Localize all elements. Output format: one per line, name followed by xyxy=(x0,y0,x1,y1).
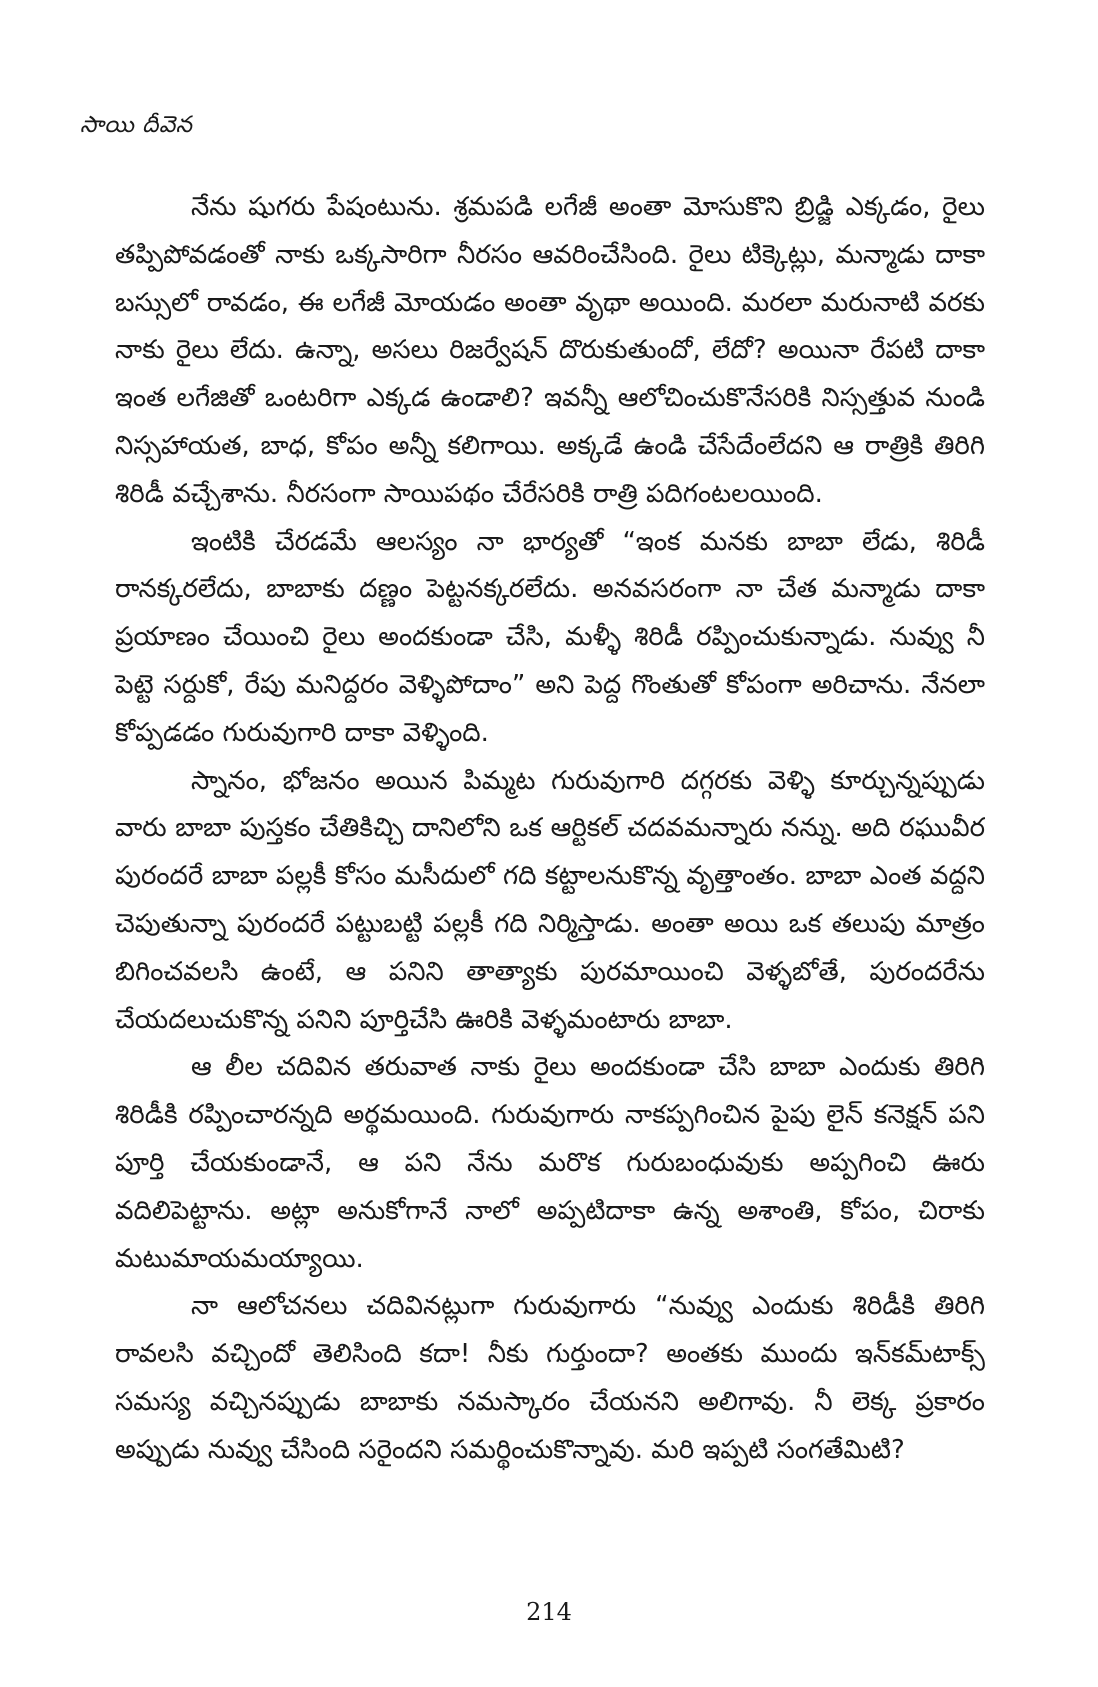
running-header: సాయి దీవెన xyxy=(80,112,193,138)
page-number: 214 xyxy=(526,1598,572,1626)
paragraph-2: ఇంటికి చేరడమే ఆలస్యం నా భార్యతో “ఇంక మనకు బాబా లేడు, శిరిడీ రానక్కరలేదు, బాబాకు దణ్ణం పెట్టనక్కరలేదు. అనవసరంగా నా చేత మన్మాడు దాకా ప్రయాణం చేయించి రైలు అందకుండా చేసి, మళ్ళీ శిరిడీ రప్పించుకున్నాడు. నువ్వు నీ పెట్టె సర్దుకో, రేపు మనిద్దరం వెళ్ళిపోదాం” అని పెద్ద గొంతుతో కోపంగా అరిచాను. నేనలా కోప్పడడం గురువుగారి దాకా వెళ్ళింది. xyxy=(115,526,985,748)
paragraph-1: నేను షుగరు పేషంటును. శ్రమపడి లగేజీ అంతా మోసుకొని బ్రిడ్జి ఎక్కడం, రైలు తప్పిపోవడంతో నాకు ఒక్కసారిగా నీరసం ఆవరించేసింది. రైలు టిక్కెట్లు, మన్మాడు దాకా బస్సులో రావడం, ఈ లగేజీ మోయడం అంతా వృథా అయింది. మరలా మరునాటి వరకు నాకు రైలు లేదు. ఉన్నా, అసలు రిజర్వేషన్ దొరుకుతుందో, లేదో? అయినా రేపటి దాకా ఇంత లగేజితో ఒంటరిగా ఎక్కడ ఉండాలి? ఇవన్నీ ఆలోచించుకొనేసరికి నిస్సత్తువ నుండి నిస్సహాయత, బాధ, కోపం అన్నీ కలిగాయి. అక్కడే ఉండి చేసేదేంలేదని ఆ రాత్రికి తిరిగి శిరిడీ వచ్చేశాను. నీరసంగా సాయిపథం చేరేసరికి రాత్రి పదిగంటలయింది. xyxy=(115,192,985,509)
paragraph-3: స్నానం, భోజనం అయిన పిమ్మట గురువుగారి దగ్గరకు వెళ్ళి కూర్చున్నప్పుడు వారు బాబా పుస్తకం చేతికిచ్చి దానిలోని ఒక ఆర్టికల్ చదవమన్నారు నన్ను. అది రఘువీర పురందరే బాబా పల్లకీ కోసం మసీదులో గది కట్టాలనుకొన్న వృత్తాంతం. బాబా ఎంత వద్దని చెపుతున్నా పురందరే పట్టుబట్టి పల్లకీ గది నిర్మిస్తాడు. అంతా అయి ఒక తలుపు మాత్రం బిగించవలసి ఉంటే, ఆ పనిని తాత్యాకు పురమాయించి వెళ్ళబోతే, పురందరేను చేయదలుచుకొన్న పనిని పూర్తిచేసి ఊరికి వెళ్ళమంటారు బాబా. xyxy=(115,765,985,1035)
paragraph-4: ఆ లీల చదివిన తరువాత నాకు రైలు అందకుండా చేసి బాబా ఎందుకు తిరిగి శిరిడీకి రప్పించారన్నది అర్థమయింది. గురువుగారు నాకప్పగించిన పైపు లైన్ కనెక్షన్ పని పూర్తి చేయకుండానే, ఆ పని నేను మరొక గురుబంధువుకు అప్పగించి ఊరు వదిలిపెట్టాను. అట్లా అనుకోగానే నాలో అప్పటిదాకా ఉన్న అశాంతి, కోపం, చిరాకు మటుమాయమయ్యాయి. xyxy=(115,1052,985,1274)
body-text xyxy=(115,184,985,1475)
paragraph-5: నా ఆలోచనలు చదివినట్లుగా గురువుగారు “నువ్వు ఎందుకు శిరిడీకి తిరిగి రావలసి వచ్చిందో తెలిసింది కదా! నీకు గుర్తుందా? అంతకు ముందు ఇన్‌కమ్‌టాక్స్ సమస్య వచ్చినప్పుడు బాబాకు నమస్కారం చేయనని అలిగావు. నీ లెక్క ప్రకారం అప్పుడు నువ్వు చేసింది సరైందని సమర్థించుకొన్నావు. మరి ఇప్పటి సంగతేమిటి? xyxy=(115,1291,985,1465)
